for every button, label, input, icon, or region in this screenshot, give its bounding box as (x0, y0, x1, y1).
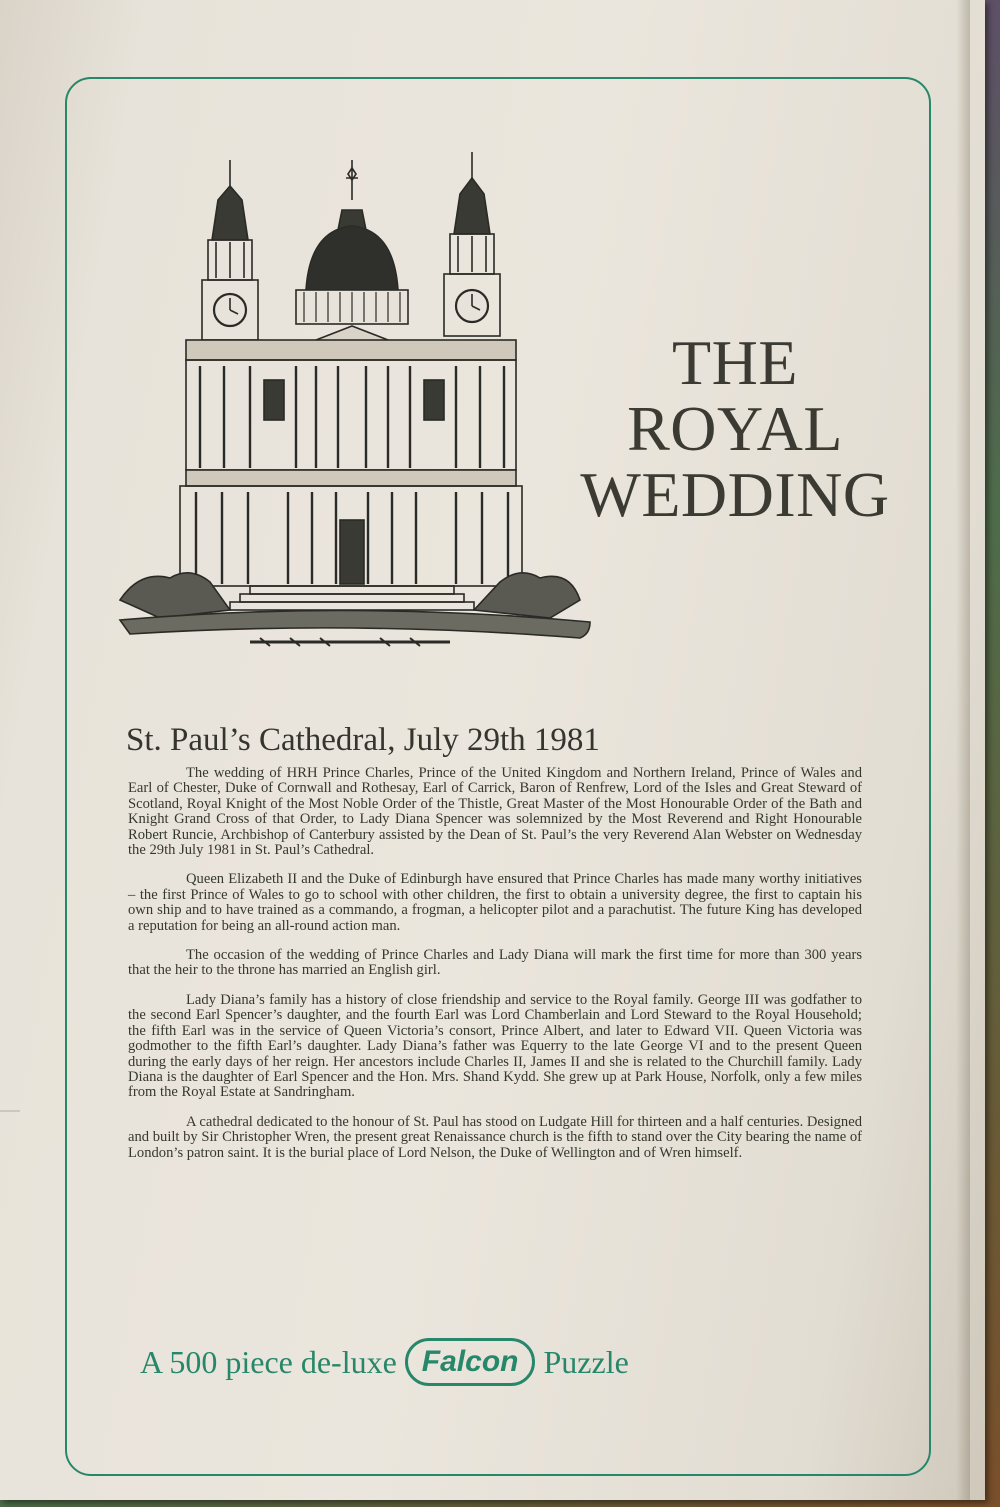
box-title (580, 327, 890, 530)
paragraph: A cathedral dedicated to the honour of St. Paul has stood on Ludgate Hill for thirteen and a half centuries. Designed and built by Sir Christopher Wren, the present great Renaissance church is the fifth to stand over the City bearing the name of London’s patron saint. It is the burial place of Lord Nelson, the Duke of Wellington and of Wren himself. (128, 1113, 862, 1161)
paragraph: The wedding of HRH Prince Charles, Prince of the United Kingdom and Northern Ireland, Prince of Wales and Earl of Chester, Duke of Cornwall and Rothesay, Earl of Carrick, Baron of Renfrew, Lord of the Isles and Great Steward of Scotland, Royal Knight of the Most Noble Order of the Thistle, Great Master of the Most Honourable Order of the Bath and Knight Grand Cross of that Order, to Lady Diana Spencer was solemnized by the Most Reverend and Right Honourable Robert Runcie, Archbishop of Canterbury assisted by the Dean of St. Paul’s the very Reverend Alan Webster on Wednesday the 29th July 1981 in St. Paul’s Cathedral. (128, 765, 862, 859)
paragraph: The occasion of the wedding of Prince Charles and Lady Diana will mark the first time for more than 300 years that the heir to the throne has married an English girl. (128, 947, 862, 979)
title-line: ROYAL (627, 393, 843, 464)
paragraph: Queen Elizabeth II and the Duke of Edinburgh have ensured that Prince Charles has made many worthy initiatives – the first Prince of Wales to go to school with other children, the first to obtain a university degree, the first to captain his own ship and to have trained as a commando, a frogman, a helicopter pilot and a parachutist. The future King has developed a reputation for being an all-round action man. (128, 871, 862, 934)
right-tower-icon (444, 152, 500, 336)
facade-icon (180, 326, 522, 586)
title-line: THE (672, 327, 798, 398)
lid-crease (0, 1110, 20, 1112)
title-line: WEDDING (580, 459, 890, 530)
falcon-logo: Falcon (405, 1338, 536, 1386)
footer-tagline (140, 1330, 860, 1394)
footer-suffix: Puzzle (543, 1343, 629, 1380)
footer-prefix: A 500 piece de-luxe (140, 1343, 397, 1380)
lid-edge-shadow (956, 0, 970, 1500)
body-text (128, 766, 862, 1175)
dome-icon (296, 160, 408, 324)
left-tower-icon (202, 160, 258, 340)
subtitle: St. Paul’s Cathedral, July 29th 1981 (126, 722, 600, 758)
paragraph: Lady Diana’s family has a history of close friendship and service to the Royal family. George III was godfather to the second Earl Spencer’s daughter, and the fourth Earl was Lord Chamberlain and Lord Steward to the Royal Household; the fifth Earl was in the service of Queen Victoria’s consort, Prince Albert, and later to Edward VII. Queen Victoria was godmother to the fifth Earl’s daughter. Lady Diana’s father was Equerry to the late George VI and to the present Queen during the early days of her reign. Her ancestors include Charles II, James II and she is related to the Churchill family. Lady Diana is the daughter of Earl Spencer and the Hon. Mrs. Shand Kydd. She grew up at Park House, Norfolk, only a few miles from the Royal Estate at Sandringham. (128, 991, 862, 1101)
st-pauls-cathedral-illustration (100, 130, 600, 670)
